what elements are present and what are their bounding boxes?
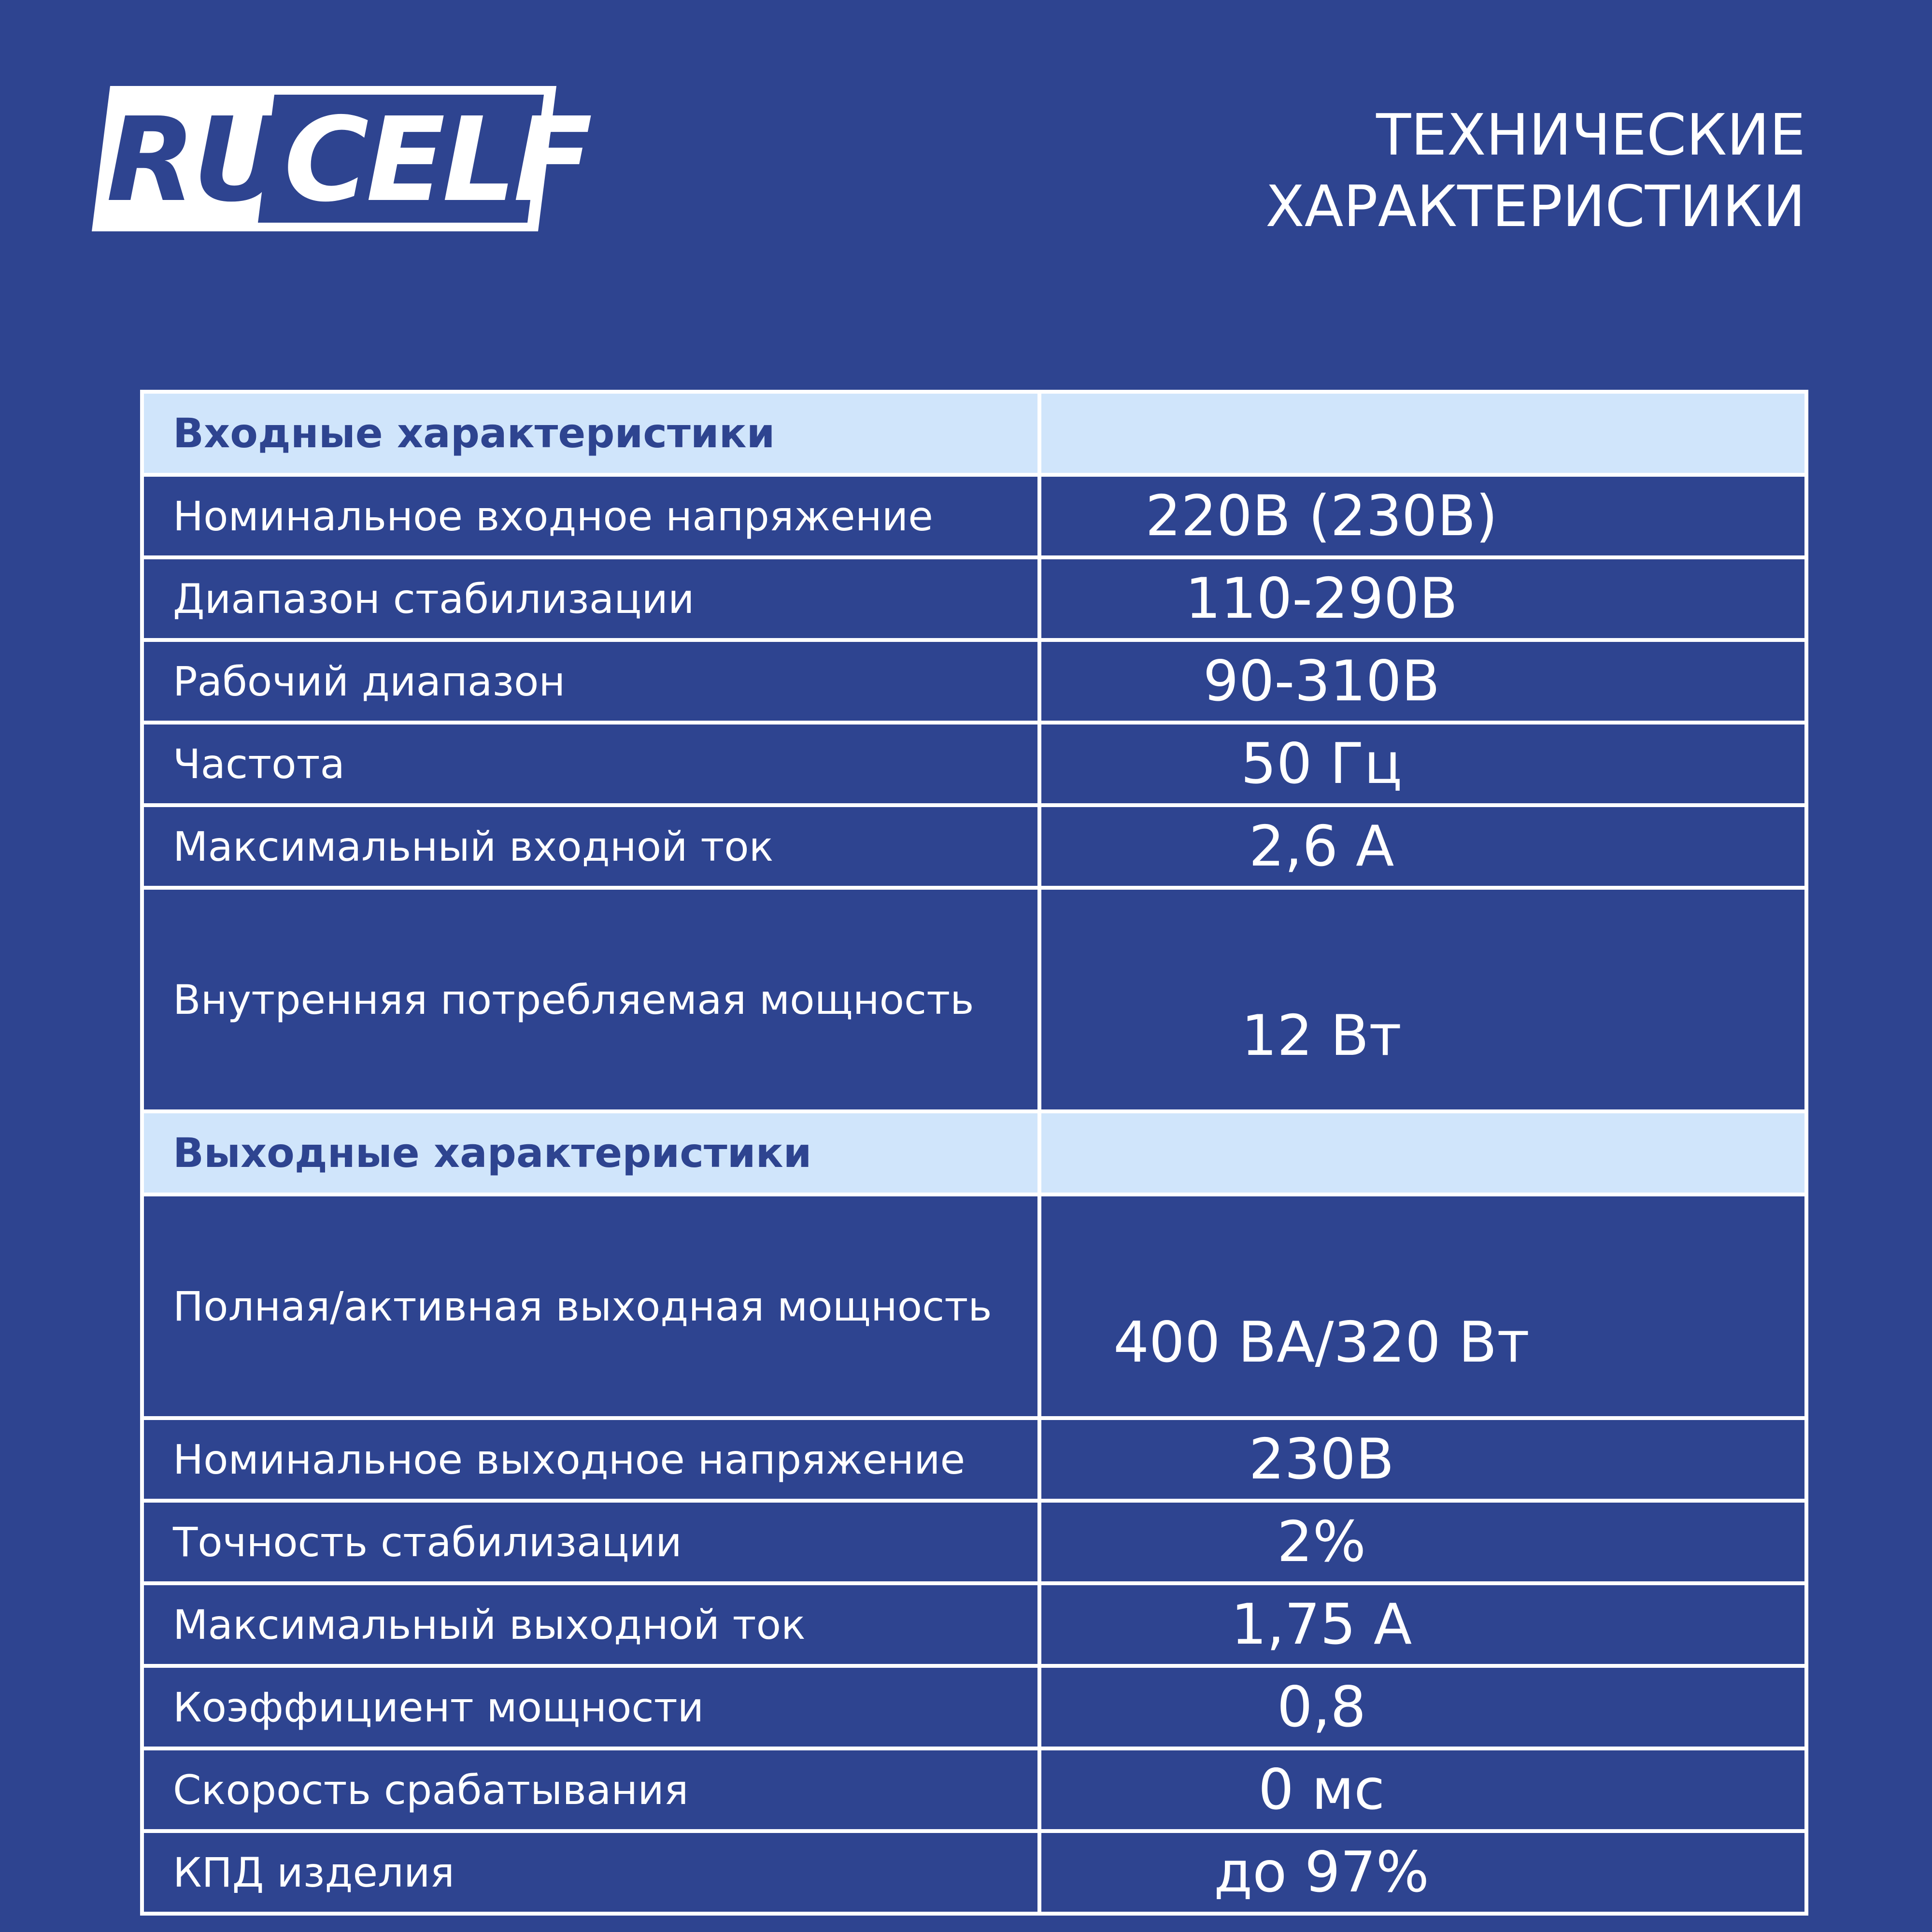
param-name: Точность стабилизации (142, 1501, 1039, 1583)
page-title-line2: ХАРАКТЕРИСТИКИ (1265, 173, 1805, 240)
table-row (142, 888, 1806, 1111)
brand-logo (92, 86, 590, 231)
section-header-input (142, 392, 1806, 475)
param-value: 230В (1039, 1418, 1806, 1501)
section-title: Выходные характеристики (142, 1111, 1039, 1194)
param-name: Скорость срабатывания (142, 1748, 1039, 1831)
page-title-line1: ТЕХНИЧЕСКИЕ (1376, 101, 1805, 168)
param-name: Номинальное входное напряжение (142, 475, 1039, 557)
logo-wordmark (106, 92, 590, 227)
param-name: Диапазон стабилизации (142, 557, 1039, 640)
param-name: Максимальный выходной ток (142, 1583, 1039, 1666)
table-row (142, 1501, 1806, 1583)
param-value: 0 мс (1039, 1748, 1806, 1831)
param-name: Внутренняя потребляемая мощность (142, 888, 1039, 1111)
table-row (142, 1748, 1806, 1831)
param-value: 12 Вт (1039, 888, 1806, 1111)
param-name: Максимальный входной ток (142, 805, 1039, 888)
table-row (142, 1194, 1806, 1418)
section-blank-cell (1039, 392, 1806, 475)
param-value: 1,75 А (1039, 1583, 1806, 1666)
table-row (142, 640, 1806, 723)
param-value: 2% (1039, 1501, 1806, 1583)
param-value: 220В (230В) (1039, 475, 1806, 557)
table-row (142, 1583, 1806, 1666)
page-title (1178, 99, 1805, 242)
table-row (142, 1831, 1806, 1914)
logo-text-part2: CELF (284, 92, 590, 227)
spec-table (140, 390, 1808, 1916)
param-value: 110-290В (1039, 557, 1806, 640)
param-value: до 97% (1039, 1831, 1806, 1914)
param-value: 2,6 А (1039, 805, 1806, 888)
table-row (142, 1418, 1806, 1501)
param-name: Номинальное выходное напряжение (142, 1418, 1039, 1501)
table-row (142, 805, 1806, 888)
param-name: Рабочий диапазон (142, 640, 1039, 723)
param-name: Полная/активная выходная мощность (142, 1194, 1039, 1418)
param-value: 0,8 (1039, 1666, 1806, 1748)
table-row (142, 723, 1806, 805)
param-name: Частота (142, 723, 1039, 805)
logo-text-part1: RU (106, 92, 284, 227)
param-name: КПД изделия (142, 1831, 1039, 1914)
section-header-output (142, 1111, 1806, 1194)
param-value: 400 ВА/320 Вт (1039, 1194, 1806, 1418)
section-blank-cell (1039, 1111, 1806, 1194)
table-row (142, 475, 1806, 557)
table-row (142, 1666, 1806, 1748)
section-title: Входные характеристики (142, 392, 1039, 475)
table-row (142, 557, 1806, 640)
param-value: 50 Гц (1039, 723, 1806, 805)
param-value: 90-310В (1039, 640, 1806, 723)
param-name: Коэффициент мощности (142, 1666, 1039, 1748)
